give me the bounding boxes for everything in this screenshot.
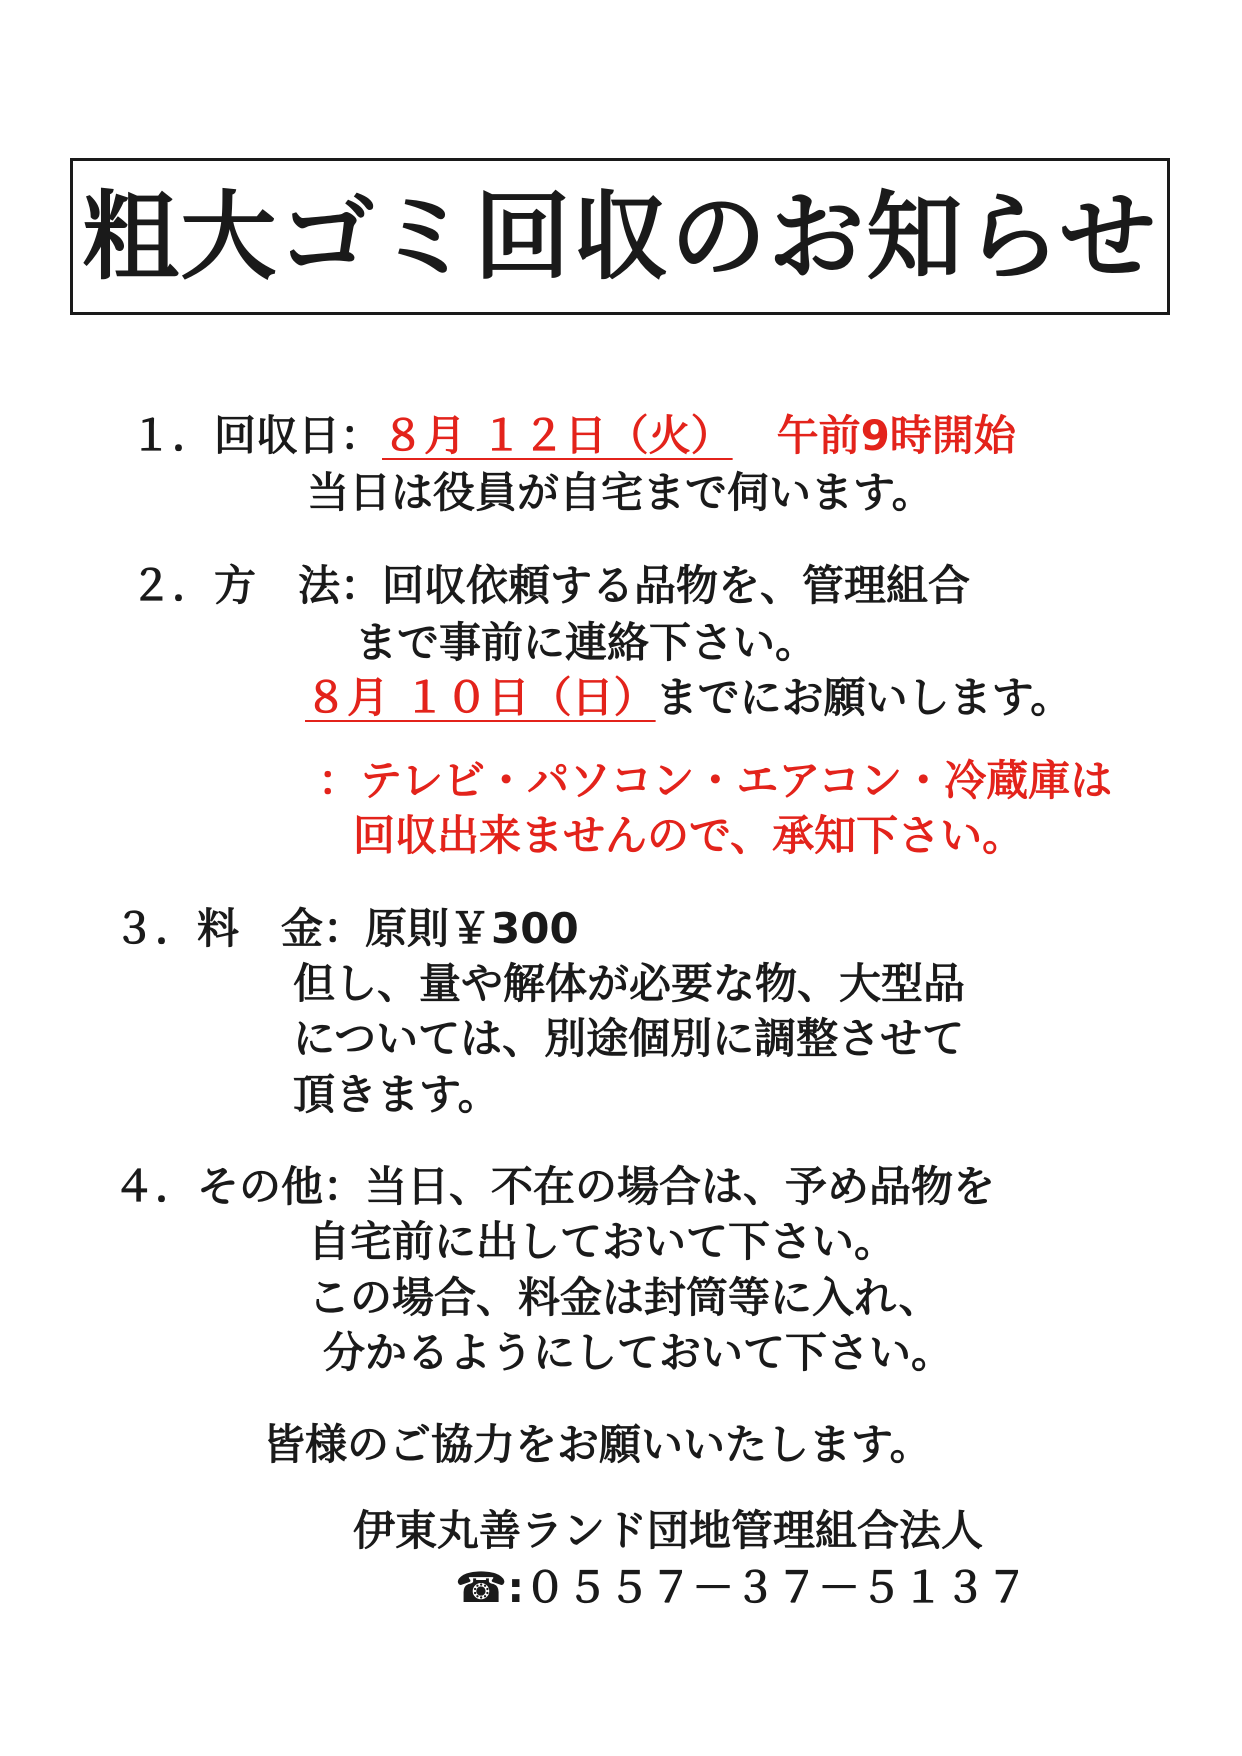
item3-line4: 頂きます。 [293, 1070, 500, 1119]
item4-line4: 分かるようにしておいて下さい。 [323, 1328, 954, 1377]
closing-message: 皆様のご協力をお願いいたします。 [263, 1420, 932, 1469]
item2-note-line2: 回収出来ませんので、承知下さい。 [353, 811, 1025, 860]
item3-line2: 但し、量や解体が必要な物、大型品 [293, 959, 966, 1008]
item2-line1 [130, 561, 971, 610]
page-title: 粗大ゴミ回収のお知らせ [82, 180, 1158, 293]
item4-line1 [113, 1162, 996, 1211]
item1-line2: 当日は役員が自宅まで伺います。 [307, 468, 934, 517]
item2-deadline-text: までにお願いします。 [655, 673, 1073, 722]
item1-time: 午前9時開始 [776, 411, 1016, 460]
item2-deadline [305, 673, 1073, 722]
item3-label: ３．料 金： [113, 904, 366, 953]
title-box [70, 158, 1170, 315]
item2-note-line1: ：テレビ・パソコン・エアコン・冷蔵庫は [318, 756, 1113, 805]
phone-number: ☎:０５５７－３７－５１３７ [455, 1563, 1029, 1612]
item2-text: 回収依頼する品物を、管理組合 [382, 561, 971, 610]
item3-line1 [113, 904, 579, 953]
item2-label: ２．方 法： [130, 561, 383, 610]
item1-line1 [130, 411, 1016, 460]
item4-label: ４．その他： [113, 1162, 366, 1211]
item1-label: １．回収日： [130, 411, 383, 460]
item4-text: 当日、不在の場合は、予め品物を [365, 1162, 996, 1211]
organization-name: 伊東丸善ランド団地管理組合法人 [353, 1506, 984, 1555]
item4-line2: 自宅前に出しておいて下さい。 [308, 1217, 897, 1266]
item2-deadline-date: ８月 １０日（日） [305, 673, 656, 722]
item1-date: ８月 １２日（火） [382, 411, 733, 460]
item4-line3: この場合、料金は封筒等に入れ、 [308, 1273, 941, 1322]
item3-text: 原則￥300 [365, 904, 579, 953]
item3-line3: については、別途個別に調整させて [293, 1014, 965, 1063]
item2-line2: まで事前に連絡下さい。 [355, 618, 818, 667]
